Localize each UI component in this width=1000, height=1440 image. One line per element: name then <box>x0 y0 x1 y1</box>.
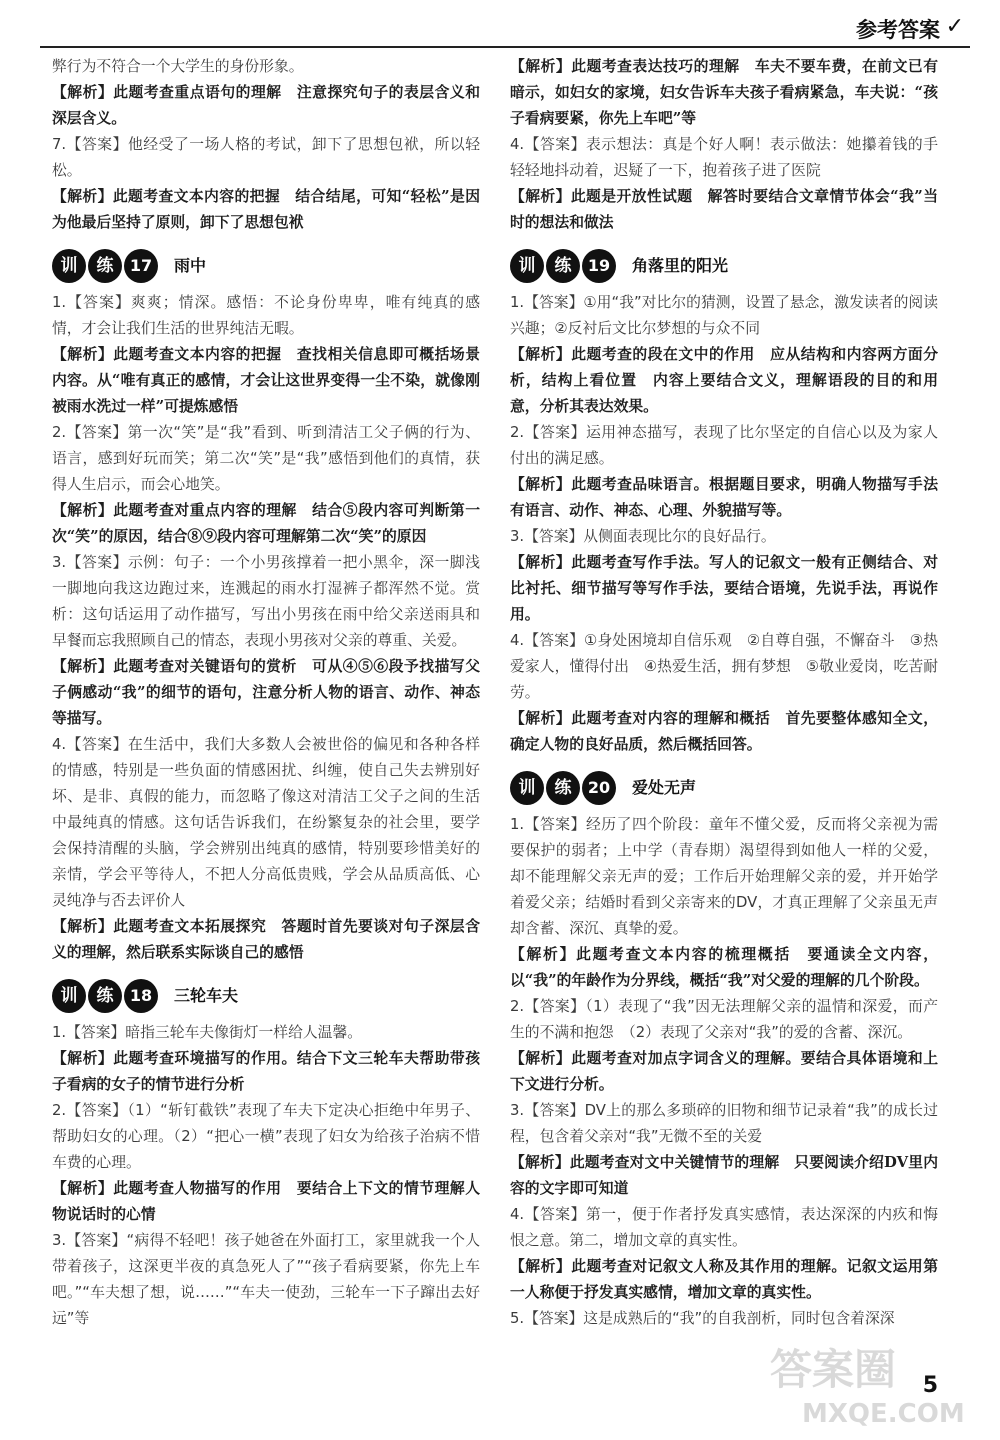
watermark-chars: 答案圈 <box>770 1345 897 1394</box>
right-intro <box>510 54 938 236</box>
answer-paragraph: 1.【答案】经历了四个阶段：童年不懂父爱，反而将父亲视为需要保护的弱者；上中学（青春期）渴望得到如他人一样的父爱，却不能理解父亲无声的爱；工作后开始理解父亲的爱，并开始学着爱父亲；结婚时看到父亲寄来的DV，才真正理解了父亲虽无声却含蓄、深沉、真挚的爱。 <box>510 816 938 937</box>
answer-paragraph: 3.【答案】DV上的那么多琐碎的旧物和细节记录着“我”的成长过程，包含着父亲对“我”无微不至的关爱 <box>510 1102 938 1145</box>
analysis-paragraph: 【解析】此题考查表达技巧的理解 车夫不要车费，在前文已有暗示，如妇女的家境，妇女告诉车夫孩子看病紧急，车夫说：“孩子看病要紧，你先上车吧”等 <box>510 58 938 127</box>
analysis-paragraph: 【解析】此题考查对重点内容的理解 结合⑤段内容可判断第一次“笑”的原因，结合⑧⑨段内容可理解第二次“笑”的原因 <box>52 502 480 545</box>
section-title: 角落里的阳光 <box>632 256 729 275</box>
answer-paragraph: 3.【答案】从侧面表现比尔的良好品行。 <box>510 528 776 545</box>
answer-paragraph: 2.【答案】第一次“笑”是“我”看到、听到清洁工父子俩的行为、语言，感到好玩而笑；第二次“笑”是“我”感悟到他们的真情，获得人生启示，而会心地笑。 <box>52 424 480 493</box>
badge-xun: 训 <box>510 771 544 805</box>
answer-paragraph: 4.【答案】表示想法：真是个好人啊！表示做法：她攥着钱的手轻轻地抖动着，迟疑了一下，抱着孩子进了医院 <box>510 136 938 179</box>
analysis-paragraph: 【解析】此题考查品味语言。根据题目要求，明确人物描写手法有语言、动作、神态、心理、外貌描写等。 <box>510 476 938 519</box>
analysis-paragraph: 【解析】此题考查文本内容的把握 查找相关信息即可概括场景内容。从“唯有真正的感情，才会让这世界变得一尘不染，就像刚被雨水洗过一样”可提炼感悟 <box>52 346 480 415</box>
answer-paragraph: 2.【答案】（1）表现了“我”因无法理解父亲的温情和深爱，而产生的不满和抱怨 （2）表现了父亲对“我”的爱的含蓄、深沉。 <box>510 998 938 1041</box>
answer-paragraph: 7.【答案】他经受了一场人格的考试，卸下了思想包袱，所以轻松。 <box>52 136 480 179</box>
badge-number: 20 <box>582 771 616 805</box>
section-17-body <box>52 290 480 966</box>
section-17-header <box>52 248 480 284</box>
analysis-paragraph: 【解析】此题考查对记叙文人称及其作用的理解。记叙文运用第一人称便于抒发真实感情，增加文章的真实性。 <box>510 1258 938 1301</box>
header-label: 参考答案 <box>856 18 940 42</box>
analysis-paragraph: 【解析】此题考查文本内容的梳理概括 要通读全文内容，以“我”的年龄作为分界线，概括“我”对父爱的理解的几个阶段。 <box>510 946 938 989</box>
badge-xun: 训 <box>52 979 86 1013</box>
analysis-paragraph: 【解析】此题是开放性试题 解答时要结合文章情节体会“我”当时的想法和做法 <box>510 188 938 231</box>
left-column <box>52 54 480 1332</box>
watermark-text: MXQE.COM <box>802 1399 965 1429</box>
badge-number: 19 <box>582 249 616 283</box>
answer-paragraph: 4.【答案】第一，便于作者抒发真实感情，表达深深的内疚和悔恨之意。第二，增加文章的真实性。 <box>510 1206 938 1249</box>
section-20-body <box>510 812 938 1332</box>
answer-paragraph: 1.【答案】暗指三轮车夫像街灯一样给人温馨。 <box>52 1024 363 1041</box>
section-18-body <box>52 1020 480 1332</box>
badge-xun: 训 <box>510 249 544 283</box>
badge-lian: 练 <box>546 249 580 283</box>
analysis-paragraph: 【解析】此题考查文本拓展探究 答题时首先要谈对句子深层含义的理解，然后联系实际谈自己的感悟 <box>52 918 480 961</box>
answer-paragraph: 弊行为不符合一个大学生的身份形象。 <box>52 58 304 75</box>
section-title: 爱处无声 <box>632 778 697 797</box>
badge-xun: 训 <box>52 249 86 283</box>
left-intro <box>52 54 480 236</box>
badge-lian: 练 <box>88 249 122 283</box>
badge-number: 17 <box>124 249 158 283</box>
section-19-header <box>510 248 938 284</box>
analysis-paragraph: 【解析】此题考查对内容的理解和概括 首先要整体感知全文，确定人物的良好品质，然后概括回答。 <box>510 710 938 753</box>
analysis-paragraph: 【解析】此题考查重点语句的理解 注意探究句子的表层含义和深层含义。 <box>52 84 480 127</box>
analysis-paragraph: 【解析】此题考查对关键语句的赏析 可从④⑤⑥段予找描写父子俩感动“我”的细节的语句，注意分析人物的语言、动作、神态等描写。 <box>52 658 480 727</box>
answer-paragraph: 2.【答案】运用神态描写，表现了比尔坚定的自信心以及为家人付出的满足感。 <box>510 424 938 467</box>
analysis-paragraph: 【解析】此题考查对加点字词含义的理解。要结合具体语境和上下文进行分析。 <box>510 1050 938 1093</box>
answer-paragraph: 3.【答案】“病得不轻吧！孩子她爸在外面打工，家里就我一个人带着孩子，这深更半夜的真急死人了”“孩子看病要紧，你先上车吧。”“车夫想了想，说……”“车夫一使劲，三轮车一下子蹿出去好远”等 <box>52 1232 480 1327</box>
analysis-paragraph: 【解析】此题考查文本内容的把握 结合结尾，可知“轻松”是因为他最后坚持了原则，卸下了思想包袱 <box>52 188 480 231</box>
right-column <box>510 54 938 1332</box>
answer-paragraph: 5.【答案】这是成熟后的“我”的自我剖析，同时包含着深深 <box>510 1310 895 1327</box>
section-19-body <box>510 290 938 758</box>
page-number: 5 <box>922 1373 938 1398</box>
answer-paragraph: 1.【答案】爽爽；情深。感悟：不论身份卑卑，唯有纯真的感情，才会让我们生活的世界纯洁无暇。 <box>52 294 480 337</box>
badge-lian: 练 <box>546 771 580 805</box>
analysis-paragraph: 【解析】此题考查写作手法。写人的记叙文一般有正侧结合、对比衬托、细节描写等写作手法，要结合语境，先说手法，再说作用。 <box>510 554 938 623</box>
analysis-paragraph: 【解析】此题考查人物描写的作用 要结合上下文的情节理解人物说话时的心情 <box>52 1180 480 1223</box>
check-mark-icon: ✓ <box>945 14 964 39</box>
answer-paragraph: 3.【答案】示例：句子：一个小男孩撑着一把小黑伞，深一脚浅一脚地向我这边跑过来，连溅起的雨水打湿裤子都浑然不觉。赏析：这句话运用了动作描写，写出小男孩在雨中给父亲送雨具和早餐而忘我照顾自己的情态，表现小男孩对父亲的尊重、关爱。 <box>52 554 480 649</box>
analysis-paragraph: 【解析】此题考查的段在文中的作用 应从结构和内容两方面分析，结构上看位置 内容上要结合文义，理解语段的目的和用意，分析其表达效果。 <box>510 346 938 415</box>
section-title: 雨中 <box>174 256 207 275</box>
section-title: 三轮车夫 <box>174 986 239 1005</box>
section-20-header <box>510 770 938 806</box>
section-18-header <box>52 978 480 1014</box>
answer-paragraph: 1.【答案】①用“我”对比尔的猜测，设置了悬念，激发读者的阅读兴趣；②反衬后文比尔梦想的与众不同 <box>510 294 938 337</box>
answer-paragraph: 4.【答案】在生活中，我们大多数人会被世俗的偏见和各种各样的情感，特别是一些负面的情感困扰、纠缠，使自己失去辨别好坏、是非、真假的能力，而忽略了像这对清洁工父子之间的生活中最纯真的情感。这句话告诉我们，在纷繁复杂的社会里，要学会保持清醒的头脑，学会辨别出纯真的感情，特别要珍惜美好的亲情，学会平等待人，不把人分高低贵贱，学会从品质高低、心灵纯净与否去评价人 <box>52 736 480 909</box>
badge-number: 18 <box>124 979 158 1013</box>
watermark-logo <box>762 1332 972 1432</box>
header-divider <box>40 46 970 48</box>
analysis-paragraph: 【解析】此题考查环境描写的作用。结合下文三轮车夫帮助带孩子看病的女子的情节进行分析 <box>52 1050 480 1093</box>
analysis-paragraph: 【解析】此题考查对文中关键情节的理解 只要阅读介绍DV里内容的文字即可知道 <box>510 1154 938 1197</box>
answer-paragraph: 2.【答案】（1）“斩钉截铁”表现了车夫下定决心拒绝中年男子、帮助妇女的心理。（2）“把心一横”表现了妇女为给孩子治病不惜车费的心理。 <box>52 1102 480 1171</box>
badge-lian: 练 <box>88 979 122 1013</box>
answer-paragraph: 4.【答案】①身处困境却自信乐观 ②自尊自强，不懈奋斗 ③热爱家人，懂得付出 ④热爱生活，拥有梦想 ⑤敬业爱岗，吃苦耐劳。 <box>510 632 938 701</box>
